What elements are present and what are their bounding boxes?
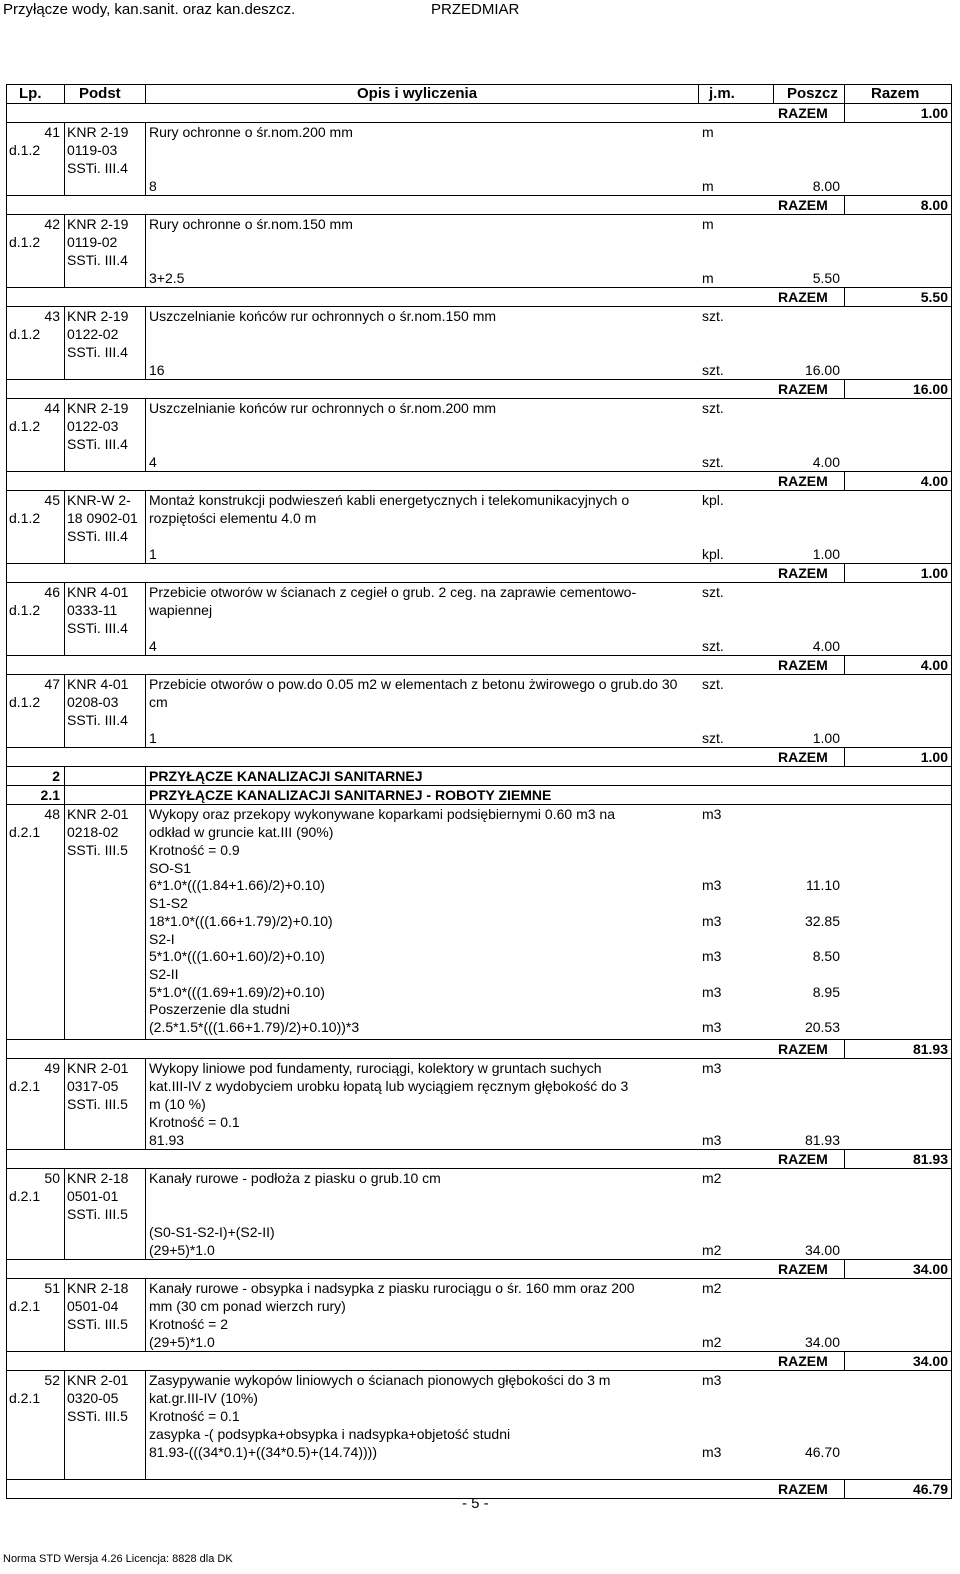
calc-value: 11.10 (806, 877, 840, 894)
calc-unit: m2 (702, 1242, 722, 1258)
position-description-2: kat.III-IV z wydobyciem urobku łopatą lub wyciągiem ręcznym głębokość do 3 (149, 1078, 629, 1094)
calc-unit: kpl. (702, 546, 724, 562)
calc-line: S1-S2 (149, 895, 188, 912)
razem-value: 81.93 (912, 1151, 948, 1167)
calc-value: 1.00 (812, 730, 840, 746)
razem-value: 1.00 (920, 565, 948, 581)
calc-line: zasypka -( podsypka+obsypka i nadsypka+objetość studni (149, 1426, 511, 1442)
position-unit: m2 (702, 1280, 722, 1296)
calc-value: 8.50 (812, 948, 840, 965)
calc-expression: (29+5)*1.0 (149, 1334, 215, 1350)
calc-unit: m3 (702, 1019, 722, 1035)
podst-code-2: 0317-05 (67, 1078, 119, 1094)
podst-code: KNR 2-01 (67, 806, 129, 822)
razem-value: 16.00 (912, 381, 948, 397)
podst-code-2: 0122-02 (67, 326, 119, 342)
position-row (7, 215, 951, 269)
position-description: Przebicie otworów w ścianach z cegieł o grub. 2 ceg. na zaprawie cementowo-wapiennej (149, 584, 637, 618)
razem-row (7, 1150, 951, 1169)
position-description: Rury ochronne o śr.nom.200 mm (149, 124, 353, 140)
calc-expression: 1 (149, 546, 157, 562)
calc-row (7, 177, 951, 196)
col-poszcz-header: Poszcz (787, 85, 838, 102)
podst-code: KNR 2-19 (67, 216, 129, 232)
lp-number: 47 (44, 676, 60, 692)
podst-sst: SSTi. III.4 (67, 620, 128, 636)
podst-code: KNR 2-18 (67, 1280, 129, 1296)
razem-label: RAZEM (778, 1151, 828, 1167)
position-description-2: kat.gr.III-IV (10%) (149, 1390, 258, 1406)
razem-label: RAZEM (778, 749, 828, 765)
calc-unit: szt. (702, 730, 724, 746)
position-description: Przebicie otworów o pow.do 0.05 m2 w elementach z betonu żwirowego o grub.do 30 cm (149, 676, 678, 710)
lp-ref: d.1.2 (9, 326, 41, 342)
przedmiar-table (6, 84, 952, 1499)
position-unit: m (702, 216, 714, 232)
razem-row (7, 564, 951, 583)
razem-label: RAZEM (778, 1041, 828, 1057)
calc-value: 46.70 (804, 1444, 840, 1460)
position-description: Wykopy liniowe pod fundamenty, rurociągi, kolektory w gruntach suchych (149, 1060, 602, 1076)
position-row (7, 307, 951, 361)
position-description: Wykopy oraz przekopy wykonywane koparkami podsiębiernymi 0.60 m3 na (149, 806, 615, 822)
calc-row (7, 637, 951, 656)
calc-line: 5*1.0*(((1.60+1.60)/2)+0.10) (149, 948, 325, 965)
podst-code: KNR 2-19 (67, 308, 129, 324)
podst-code-2: 0119-03 (67, 142, 118, 158)
calc-line: S2-I (149, 930, 175, 947)
razem-label: RAZEM (778, 1353, 828, 1369)
razem-label: RAZEM (778, 565, 828, 581)
section-number: 2 (52, 768, 60, 784)
podst-sst: SSTi. III.5 (67, 1096, 128, 1112)
podst-code: KNR 4-01 (67, 584, 129, 600)
calc-unit: szt. (702, 362, 724, 378)
calc-value: 34.00 (804, 1242, 840, 1258)
calc-expression: 81.93-(((34*0.1)+((34*0.5)+(14.74)))) (149, 1444, 377, 1460)
lp-ref: d.1.2 (9, 142, 41, 158)
calc-line: 5*1.0*(((1.69+1.69)/2)+0.10) (149, 983, 325, 1000)
position-row (7, 491, 951, 545)
position-row (7, 675, 951, 729)
calc-row (7, 545, 951, 564)
razem-value: 46.79 (912, 1481, 948, 1497)
calc-value: 32.85 (804, 912, 840, 929)
calc-value: 1.00 (812, 546, 840, 562)
razem-row (7, 196, 951, 215)
calc-value: 4.00 (812, 638, 840, 654)
podst-code-2: 0501-01 (67, 1188, 119, 1204)
section-row (7, 786, 951, 805)
col-jm-header: j.m. (709, 85, 735, 102)
calc-row (7, 269, 951, 288)
podst-code: KNR-W 2- (67, 492, 131, 508)
razem-value: 5.50 (920, 289, 948, 305)
podst-code-2: 0208-03 (67, 694, 119, 710)
razem-value: 1.00 (920, 749, 948, 765)
lp-number: 41 (44, 124, 60, 140)
lp-number: 52 (44, 1372, 60, 1388)
razem-label: RAZEM (778, 197, 828, 213)
position-description-2: odkład w gruncie kat.III (90%) (149, 824, 334, 840)
calc-unit: m3 (702, 877, 722, 894)
document-header-type: PRZEDMIAR (431, 1, 520, 18)
lp-ref: d.2.1 (9, 1390, 41, 1406)
razem-value: 4.00 (920, 657, 948, 673)
document-header-title: Przyłącze wody, kan.sanit. oraz kan.deszcz. (3, 1, 296, 18)
calc-line: 18*1.0*(((1.66+1.79)/2)+0.10) (149, 912, 333, 929)
position-unit: m3 (702, 806, 722, 822)
col-lp-header: Lp. (19, 85, 42, 102)
position-description: Montaż konstrukcji podwieszeń kabli energetycznych i telekomunikacyjnych o rozpiętości elementu 4.0 m (149, 492, 630, 526)
calc-line: Krotność = 2 (149, 1316, 228, 1332)
calc-value: 20.53 (804, 1019, 840, 1035)
position-row (7, 1371, 951, 1480)
lp-number: 44 (44, 400, 60, 416)
position-row (7, 1059, 951, 1150)
subsection-title: PRZYŁĄCZE KANALIZACJI SANITARNEJ - ROBOTY ZIEMNE (149, 787, 552, 803)
razem-label: RAZEM (778, 657, 828, 673)
lp-ref: d.2.1 (9, 824, 41, 840)
position-unit: m (702, 124, 714, 140)
calc-value: 34.00 (804, 1334, 840, 1350)
podst-code-2: 0218-02 (67, 824, 119, 840)
position-row (7, 1279, 951, 1352)
calc-value: 8.95 (812, 983, 840, 1000)
calc-line: S2-II (149, 965, 179, 982)
podst-code: KNR 4-01 (67, 676, 129, 692)
razem-value: 8.00 (920, 197, 948, 213)
calc-value: 5.50 (812, 270, 840, 286)
subsection-number: 2.1 (40, 787, 60, 803)
calc-unit: m (702, 178, 714, 194)
lp-number: 51 (44, 1280, 60, 1296)
razem-label: RAZEM (778, 105, 828, 121)
lp-ref: d.2.1 (9, 1078, 41, 1094)
razem-label: RAZEM (778, 1481, 828, 1497)
calc-unit: m3 (702, 912, 722, 929)
position-unit: szt. (702, 676, 724, 692)
razem-value: 4.00 (920, 473, 948, 489)
podst-code-2: 0501-04 (67, 1298, 119, 1314)
podst-sst: SSTi. III.4 (67, 252, 128, 268)
lp-ref: d.1.2 (9, 510, 41, 526)
lp-number: 46 (44, 584, 60, 600)
calc-expression: 1 (149, 730, 157, 746)
lp-ref: d.1.2 (9, 234, 41, 250)
page-number: - 5 - (462, 1495, 489, 1512)
position-description: Kanały rurowe - obsypka i nadsypka z piasku rurociągu o śr. 160 mm oraz 200 (149, 1280, 635, 1296)
podst-code-2: 18 0902-01 (67, 510, 138, 526)
calc-unit: m3 (702, 948, 722, 965)
razem-row (7, 1352, 951, 1371)
razem-label: RAZEM (778, 289, 828, 305)
razem-label: RAZEM (778, 473, 828, 489)
position-unit: szt. (702, 400, 724, 416)
calc-line: Krotność = 0.1 (149, 1408, 240, 1424)
podst-sst: SSTi. III.5 (67, 1206, 128, 1222)
position-row (7, 583, 951, 637)
lp-ref: d.2.1 (9, 1298, 41, 1314)
razem-value: 81.93 (912, 1041, 948, 1057)
lp-ref: d.1.2 (9, 418, 41, 434)
podst-code-2: 0333-11 (67, 602, 118, 618)
calc-expression: 4 (149, 638, 157, 654)
lp-number: 45 (44, 492, 60, 508)
section-title: PRZYŁĄCZE KANALIZACJI SANITARNEJ (149, 768, 423, 784)
position-unit: szt. (702, 308, 724, 324)
podst-code: KNR 2-19 (67, 400, 129, 416)
position-description: Uszczelnianie końców rur ochronnych o śr.nom.200 mm (149, 400, 497, 416)
lp-ref: d.1.2 (9, 694, 41, 710)
razem-row (7, 1040, 951, 1059)
calc-expression: 8 (149, 178, 157, 194)
podst-code-2: 0320-05 (67, 1390, 119, 1406)
calc-line: Krotność = 0.9 (149, 842, 240, 858)
lp-number: 43 (44, 308, 60, 324)
razem-label: RAZEM (778, 1261, 828, 1277)
podst-sst: SSTi. III.4 (67, 160, 128, 176)
calc-row (7, 729, 951, 748)
position-description: Rury ochronne o śr.nom.150 mm (149, 216, 353, 232)
calc-line: SO-S1 (149, 859, 192, 876)
razem-row (7, 472, 951, 491)
col-opis-header: Opis i wyliczenia (357, 85, 478, 102)
lp-number: 50 (44, 1170, 60, 1186)
calc-expression: 16 (149, 362, 165, 378)
podst-code: KNR 2-01 (67, 1372, 129, 1388)
razem-row (7, 380, 951, 399)
calc-line: 6*1.0*(((1.84+1.66)/2)+0.10) (149, 877, 325, 894)
position-unit: kpl. (702, 492, 724, 508)
lp-number: 42 (44, 216, 60, 232)
podst-code: KNR 2-18 (67, 1170, 129, 1186)
calc-line: Krotność = 0.1 (149, 1114, 240, 1130)
razem-row (7, 656, 951, 675)
position-unit: m3 (702, 1060, 722, 1076)
position-description-2: mm (30 cm ponad wierzch rury) (149, 1298, 346, 1314)
calc-expression: 3+2.5 (149, 270, 185, 286)
calc-line: (S0-S1-S2-I)+(S2-II) (149, 1224, 275, 1240)
podst-sst: SSTi. III.4 (67, 712, 128, 728)
calc-value: 81.93 (804, 1132, 840, 1148)
razem-value: 34.00 (912, 1353, 948, 1369)
position-description: Kanały rurowe - podłoża z piasku o grub.10 cm (149, 1170, 441, 1186)
col-podst-header: Podst (79, 85, 121, 102)
position-row (7, 1169, 951, 1260)
podst-sst: SSTi. III.4 (67, 528, 128, 544)
razem-row (7, 748, 951, 767)
calc-expression: 81.93 (149, 1132, 185, 1148)
position-unit: m3 (702, 1372, 722, 1388)
calc-value: 8.00 (812, 178, 840, 194)
lp-ref: d.2.1 (9, 1188, 41, 1204)
podst-code-2: 0122-03 (67, 418, 119, 434)
lp-number: 48 (44, 806, 60, 822)
position-row (7, 123, 951, 177)
podst-code: KNR 2-19 (67, 124, 129, 140)
calc-expression: (29+5)*1.0 (149, 1242, 215, 1258)
section-row (7, 767, 951, 786)
calc-expression: 4 (149, 454, 157, 470)
position-row (7, 805, 951, 1040)
position-description-3: m (10 %) (149, 1096, 206, 1112)
license-footer: Norma STD Wersja 4.26 Licencja: 8828 dla DK (3, 1553, 233, 1565)
podst-sst: SSTi. III.5 (67, 842, 128, 858)
razem-value: 1.00 (920, 105, 948, 121)
position-description: Uszczelnianie końców rur ochronnych o śr.nom.150 mm (149, 308, 497, 324)
calc-unit: m3 (702, 1444, 722, 1460)
podst-sst: SSTi. III.4 (67, 344, 128, 360)
calc-line: Poszerzenie dla studni (149, 1001, 290, 1018)
podst-sst: SSTi. III.4 (67, 436, 128, 452)
razem-value: 34.00 (912, 1261, 948, 1277)
calc-unit: szt. (702, 454, 724, 470)
col-razem-header: Razem (871, 85, 920, 102)
position-description: Zasypywanie wykopów liniowych o ścianach pionowych głębokości do 3 m (149, 1372, 611, 1388)
podst-code-2: 0119-02 (67, 234, 118, 250)
table-header-row (7, 85, 951, 104)
razem-label: RAZEM (778, 381, 828, 397)
position-unit: m2 (702, 1170, 722, 1186)
razem-row (7, 104, 951, 123)
calc-unit: m (702, 270, 714, 286)
calc-row (7, 453, 951, 472)
calc-value: 16.00 (804, 362, 840, 378)
calc-unit: szt. (702, 638, 724, 654)
calc-value: 4.00 (812, 454, 840, 470)
razem-row (7, 288, 951, 307)
podst-sst: SSTi. III.5 (67, 1316, 128, 1332)
calc-row (7, 361, 951, 380)
calc-unit: m3 (702, 983, 722, 1000)
lp-ref: d.1.2 (9, 602, 41, 618)
calc-unit: m3 (702, 1132, 722, 1148)
podst-code: KNR 2-01 (67, 1060, 129, 1076)
calc-unit: m2 (702, 1334, 722, 1350)
calc-line: (2.5*1.5*(((1.66+1.79)/2)+0.10))*3 (149, 1019, 360, 1035)
razem-row (7, 1260, 951, 1279)
position-row (7, 399, 951, 453)
podst-sst: SSTi. III.5 (67, 1408, 128, 1424)
position-unit: szt. (702, 584, 724, 600)
lp-number: 49 (44, 1060, 60, 1076)
